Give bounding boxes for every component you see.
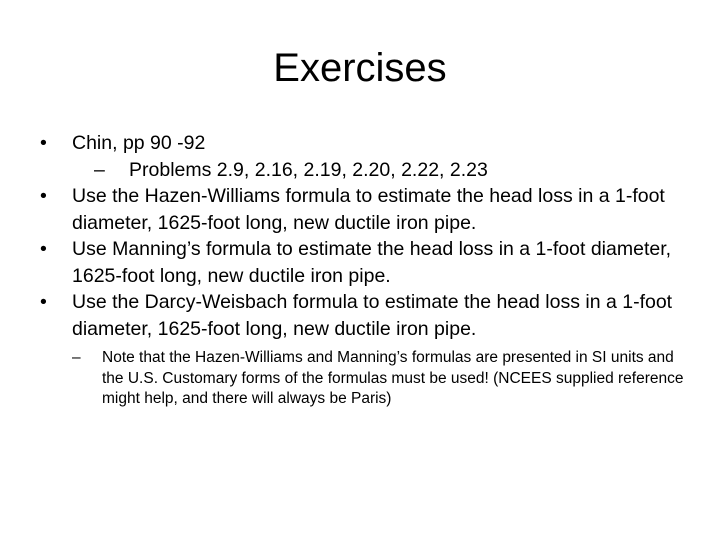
bullet-item-chin — [36, 130, 696, 157]
sub-item-note — [36, 348, 696, 410]
bullet-item-manning — [36, 236, 696, 289]
sub-item-problems — [36, 157, 696, 184]
bullet-icon: • — [40, 185, 47, 207]
bullet-item-hazen-williams — [36, 183, 696, 236]
bullet-item-darcy-weisbach — [36, 289, 696, 342]
dash-icon: – — [94, 158, 105, 181]
note-text: Note that the Hazen-Williams and Manning’s formulas are presented in SI units and the U.S. Customary forms of the formulas must be used! (NCEES supplied reference might help, and there will always be Paris) — [102, 349, 684, 407]
dash-icon: – — [72, 349, 81, 366]
bullet-icon: • — [40, 132, 47, 154]
bullet-icon: • — [40, 238, 47, 260]
bullet-icon: • — [40, 291, 47, 313]
sub-item-text: Problems 2.9, 2.16, 2.19, 2.20, 2.22, 2.23 — [129, 158, 488, 181]
bullet-text: Use the Darcy-Weisbach formula to estimate the head loss in a 1-foot diameter, 1625-foot long, new ductile iron pipe. — [72, 291, 673, 340]
bullet-text: Use the Hazen-Williams formula to estimate the head loss in a 1-foot diameter, 1625-foot long, new ductile iron pipe. — [72, 185, 665, 234]
slide-title: Exercises — [273, 46, 447, 90]
bullet-text: Chin, pp 90 -92 — [72, 132, 206, 154]
slide-body — [36, 130, 696, 425]
bullet-text: Use Manning’s formula to estimate the head loss in a 1-foot diameter, 1625-foot long, new ductile iron pipe. — [72, 238, 672, 287]
